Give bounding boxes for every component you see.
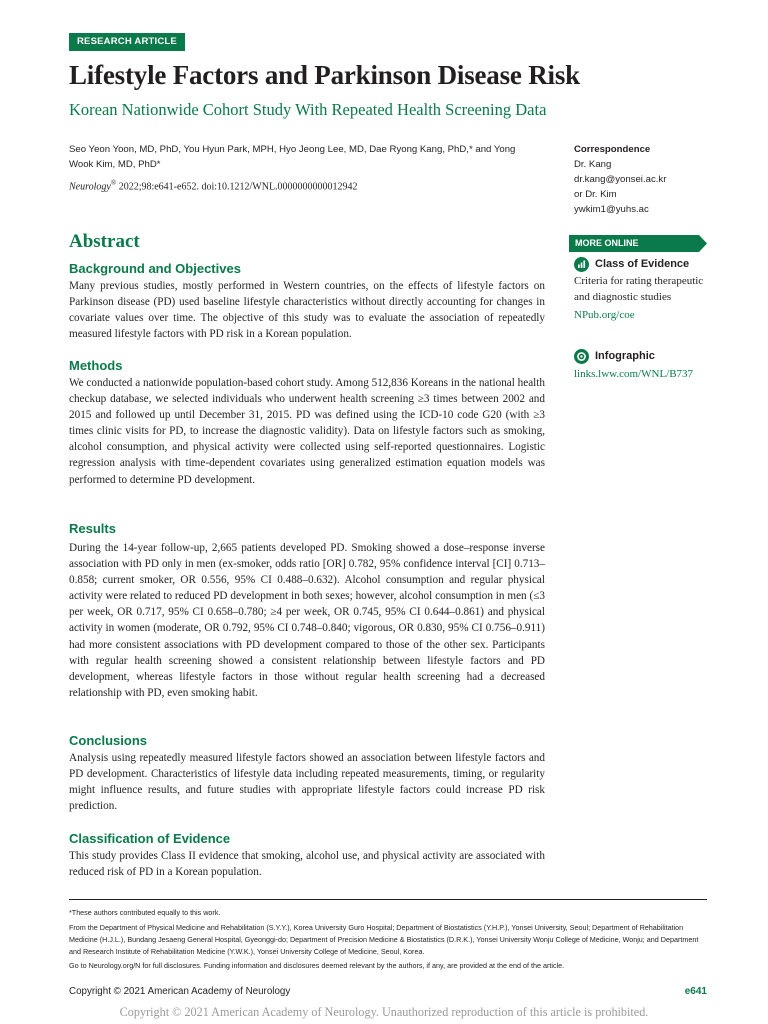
class-of-evidence-desc: Criteria for rating therapeutic and diagnostic studies xyxy=(574,275,704,303)
correspondence-block xyxy=(574,142,714,217)
copyright-line: Copyright © 2021 American Academy of Neurology xyxy=(69,986,291,997)
abstract-heading: Abstract xyxy=(69,231,140,252)
article-title: Lifestyle Factors and Parkinson Disease Risk xyxy=(69,60,580,90)
background-heading: Background and Objectives xyxy=(69,261,241,276)
infographic-icon xyxy=(574,349,589,364)
class-of-evidence-item xyxy=(574,256,714,323)
copyright-watermark: Copyright © 2021 American Academy of Neurology. Unauthorized reproduction of this article is prohibited. xyxy=(119,1005,649,1019)
correspondence-line: Dr. Kang xyxy=(574,159,612,170)
page-number: e641 xyxy=(684,986,707,997)
class-of-evidence-title: Class of Evidence xyxy=(595,258,690,270)
article-subtitle: Korean Nationwide Cohort Study With Repeated Health Screening Data xyxy=(69,100,547,119)
infographic-title: Infographic xyxy=(595,350,655,362)
conclusions-text: Analysis using repeatedly measured lifestyle factors showed an association between lifestyle factors and PD development. Characteristics of lifestyle data including repeated measurements, timing, or regularity might influence results, and future studies with appropriate lifestyle factors could increase PD risk prediction. xyxy=(69,752,545,813)
footnote-divider xyxy=(69,899,707,900)
background-text: Many previous studies, mostly performed in Western countries, on the effects of lifestyle factors on Parkinson disease (PD) used baseline lifestyle characteristics without directly accounting for changes in covariate values over time. The objective of this study was to evaluate the association of repeatedly measured lifestyle factors with PD risk in a Korean population. xyxy=(69,280,545,341)
conclusions-heading: Conclusions xyxy=(69,733,148,748)
correspondence-line: or Dr. Kim xyxy=(574,189,617,200)
infographic-link[interactable]: links.lww.com/WNL/B737 xyxy=(574,368,694,380)
correspondence-email[interactable]: dr.kang@yonsei.ac.kr xyxy=(574,174,667,185)
disclosures-note: Go to Neurology.org/N for full disclosures. Funding information and disclosures deemed relevant by the authors, if any, are provided at the end of the article. xyxy=(69,961,565,970)
author-list: Seo Yeon Yoon, MD, PhD, You Hyun Park, MPH, Hyo Jeong Lee, MD, Dae Ryong Kang, PhD,* and Yong Wook Kim, MD, PhD* xyxy=(69,144,516,170)
correspondence-email[interactable]: ywkim1@yuhs.ac xyxy=(574,204,649,215)
methods-text: We conducted a nationwide population-based cohort study. Among 512,836 Koreans in the national health checkup database, we selected individuals who underwent health screening ≥3 times between 2002 and 2015 and followed up until December 31, 2015. PD was defined using the ICD-10 code G20 (with ≥3 times clinic visits for PD, to increase the diagnostic validity). Data on lifestyle factors such as smoking, alcohol consumption, and physical activity were collected using self-reported questionnaires. Logistic regression analysis with time-dependent covariates using generalized estimation equation models was performed to determine PD development. xyxy=(69,377,545,486)
methods-heading: Methods xyxy=(69,358,123,373)
results-text: During the 14-year follow-up, 2,665 patients developed PD. Smoking showed a dose–response inverse association with PD only in men (ex-smoker, odds ratio [OR] 0.782, 95% confidence interval [CI] 0.713–0.858; current smoker, OR 0.556, 95% CI 0.488–0.632). Alcohol consumption and regular physical activity were related to reduced PD development in both sexes; however, alcohol consumption in men (≤3 per week, OR 0.717, 95% CI 0.658–0.780; ≥4 per week, OR 0.745, 95% CI 0.644–0.861) and physical activity in women (moderate, OR 0.792, 95% CI 0.748–0.840; vigorous, OR 0.830, 95% CI 0.756–0.911) had more consistent associations with PD development compared to those of the other sex. Participants with regular health screening showed a consistent relationship between lifestyle factors and PD development, whereas lifestyle factors in those without regular health screening had a decreased relationship with PD, even smoking habit. xyxy=(69,542,545,699)
more-online-label: MORE ONLINE xyxy=(575,238,639,248)
infographic-item xyxy=(574,348,714,382)
results-heading: Results xyxy=(69,521,116,536)
more-online-banner xyxy=(569,235,707,252)
bar-chart-icon xyxy=(574,257,589,272)
classification-text: This study provides Class II evidence that smoking, alcohol use, and physical activity are associated with reduced risk of PD in a Korean population. xyxy=(69,850,545,879)
journal-name: Neurology xyxy=(69,181,111,193)
citation-details: 2022;98:e641-e652. doi:10.1212/WNL.0000000000012942 xyxy=(116,181,358,193)
article-type-badge: RESEARCH ARTICLE xyxy=(69,33,185,51)
equal-contribution-note: *These authors contributed equally to this work. xyxy=(69,908,221,917)
class-of-evidence-link[interactable]: NPub.org/coe xyxy=(574,309,635,321)
citation xyxy=(69,179,358,192)
affiliations-note: From the Department of Physical Medicine and Rehabilitation (S.Y.Y.), Korea University Guro Hospital; Department of Biostatistics (Y.H.P.), Yonsei University, Seoul; Department of Rehabilitation Medicine (H.J.L.), Bundang Jesaeng General Hospital, Gyeonggi-do; Department of Precision Medicine & Biostatistics (D.R.K.), Yonsei University Wonju College of Medicine, Wonju; and Department and Research Institute of Rehabilitation Medicine (Y.W.K.), Yonsei University College of Medicine, Seoul, Korea. xyxy=(69,923,699,956)
correspondence-heading: Correspondence xyxy=(574,144,651,155)
registered-mark: ® xyxy=(110,179,117,187)
classification-heading: Classification of Evidence xyxy=(69,831,231,846)
